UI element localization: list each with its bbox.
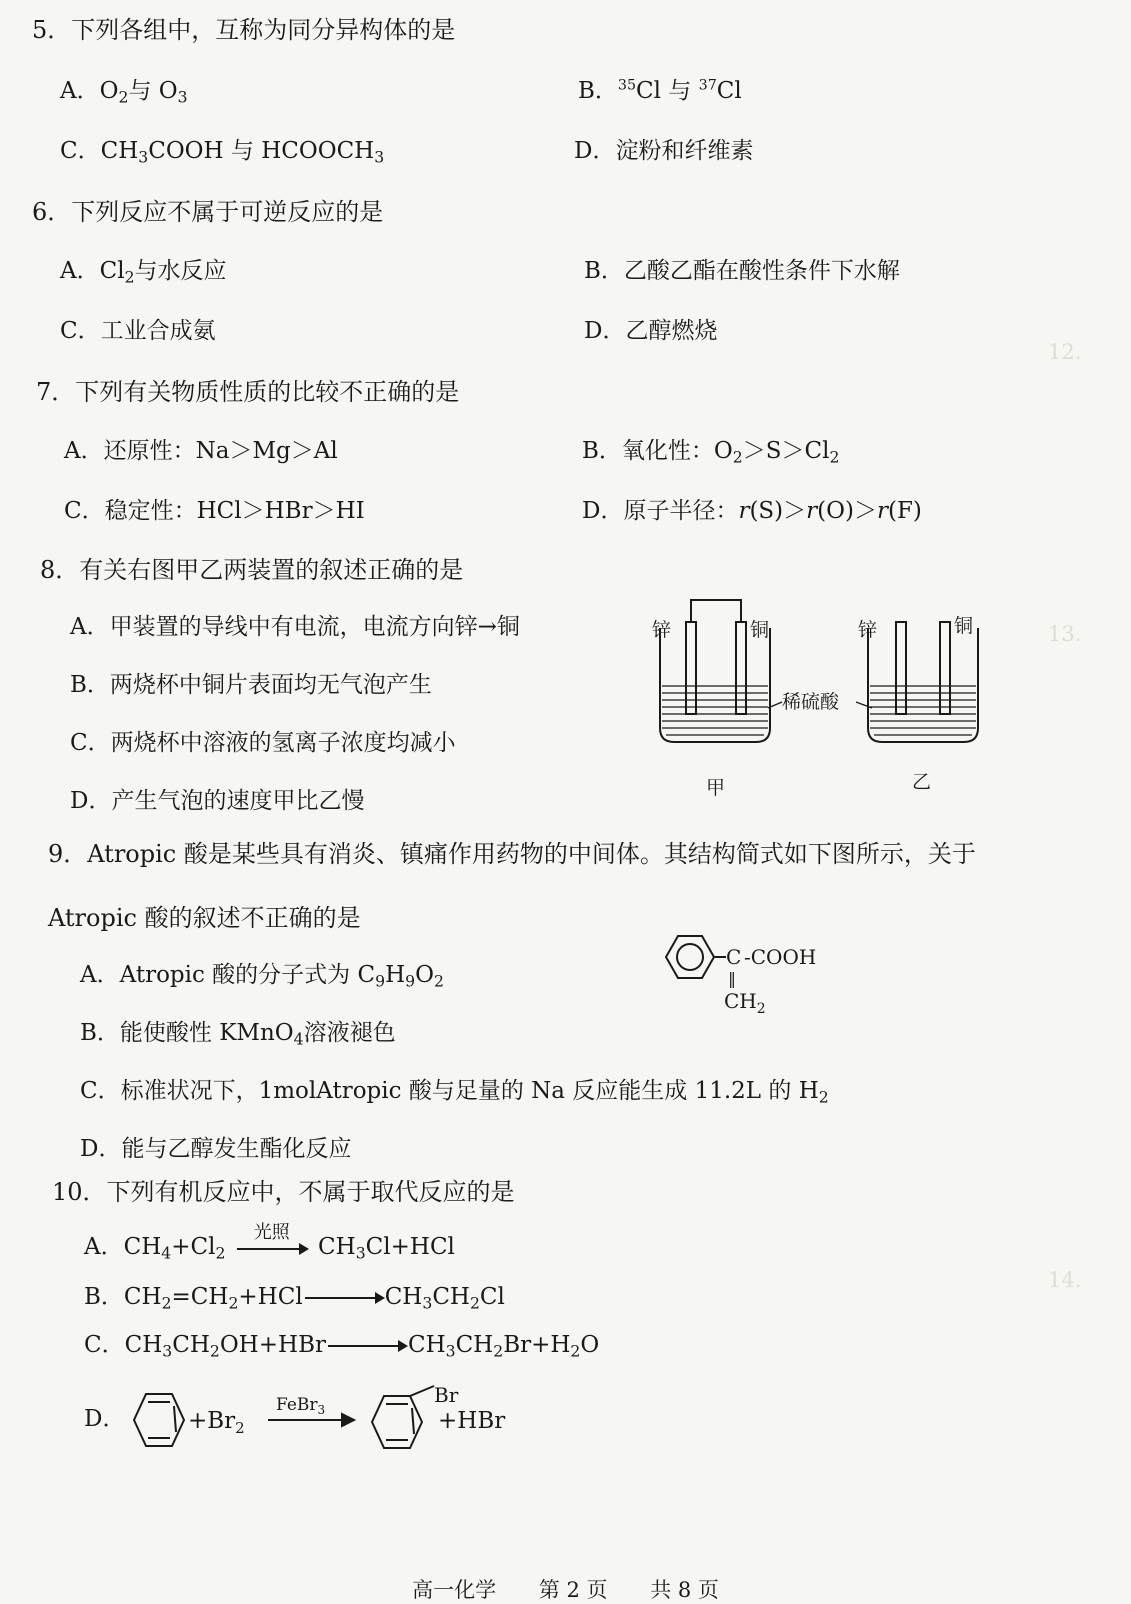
- q6-option-a: A．$Cl_2$与水反应: [60, 258, 227, 287]
- label-yi: 乙: [912, 771, 932, 793]
- q7-option-a: A．还原性：Na＞Mg＞Al: [64, 438, 338, 464]
- beaker-jia: [660, 628, 770, 742]
- q8-option-c: C．两烧杯中溶液的氢离子浓度均减小: [70, 730, 456, 756]
- q8-option-b: B．两烧杯中铜片表面均无气泡产生: [70, 672, 432, 698]
- bromo-substituent: Br: [434, 1384, 459, 1407]
- q5-option-d: D．淀粉和纤维素: [574, 138, 754, 164]
- q7-option-d: D．原子半径：r(S)＞r(O)＞r(F): [582, 498, 922, 524]
- q10-option-a: A．$CH_4+Cl_2$ 光照 $CH_3Cl+HCl$: [84, 1222, 455, 1263]
- q6-option-c: C．工业合成氨: [60, 318, 216, 344]
- q8-option-d: D．产生气泡的速度甲比乙慢: [70, 788, 365, 814]
- footer-page-number: 第 2 页: [538, 1578, 608, 1602]
- q8-option-a: A．甲装置的导线中有电流，电流方向锌→铜: [70, 614, 520, 640]
- question-9-stem-line2: Atropic 酸的叙述不正确的是: [48, 904, 361, 932]
- q5-option-b: B．$^{35}$Cl 与 $^{37}$Cl: [578, 77, 742, 104]
- q6-option-b: B．乙酸乙酯在酸性条件下水解: [584, 258, 900, 284]
- q7-option-c: C．稳定性：HCl＞HBr＞HI: [64, 498, 365, 524]
- structure-cooh: -COOH: [744, 945, 817, 969]
- question-10-stem: 10．下列有机反应中，不属于取代反应的是: [52, 1178, 515, 1206]
- label-copper-yi: 铜: [954, 615, 974, 637]
- structure-carbon: C: [726, 945, 742, 969]
- beaker-yi: [868, 628, 978, 742]
- q9-option-a: A．Atropic 酸的分子式为 $C_9H_9O_2$: [80, 962, 444, 991]
- q9-option-d: D．能与乙醇发生酯化反应: [80, 1136, 352, 1162]
- label-copper-jia: 铜: [750, 619, 770, 641]
- q10-option-b: B．$CH_2=CH_2+HCl$ $CH_3CH_2Cl$: [84, 1284, 505, 1313]
- question-6-stem: 6．下列反应不属于可逆反应的是: [32, 198, 384, 226]
- reaction-arrow: [328, 1345, 406, 1347]
- q9-option-c: C．标准状况下，1molAtropic 酸与足量的 Na 反应能生成 11.2L 的 $H_2$: [80, 1078, 829, 1107]
- benzene-ring: [666, 936, 714, 978]
- label-zinc-yi: 锌: [858, 619, 878, 641]
- atropic-acid-structure: [648, 920, 848, 1020]
- label-jia: 甲: [706, 777, 726, 799]
- bleed-through-mark: 13.: [1048, 622, 1082, 646]
- bleed-through-mark: 14.: [1048, 1268, 1082, 1292]
- question-8-stem: 8．有关右图甲乙两装置的叙述正确的是: [40, 556, 464, 584]
- galvanic-cell-figure: [640, 590, 1010, 810]
- q10-option-d-equation: [126, 1384, 586, 1464]
- connecting-wire: [691, 600, 741, 622]
- q6-option-d: D．乙醇燃烧: [584, 318, 718, 344]
- q7-option-b: B．氧化性：$O_2>S>Cl_2$: [582, 438, 840, 467]
- question-7-stem: 7．下列有关物质性质的比较不正确的是: [36, 378, 460, 406]
- q5-option-c: C．$CH_3COOH$ 与 $HCOOCH_3$: [60, 138, 385, 167]
- catalyst-febr3: FeBr$_3$: [276, 1395, 326, 1417]
- footer-total-pages: 共 8 页: [650, 1578, 719, 1602]
- structure-ch2: $CH_2$: [724, 989, 766, 1017]
- structure-double-bond: ‖: [728, 969, 736, 988]
- q10-option-c: C．$CH_3CH_2OH+HBr$ $CH_3CH_2Br+H_2O$: [84, 1332, 600, 1361]
- q10-option-d-label: D．: [84, 1406, 126, 1432]
- label-dilute-sulfuric-acid: 稀硫酸: [782, 691, 840, 713]
- bromine-reactant: $+Br_2$: [188, 1408, 245, 1437]
- reaction-arrow: [305, 1297, 383, 1299]
- benzene-ring-circle: [677, 944, 703, 970]
- question-5-stem: 5．下列各组中，互称为同分异构体的是: [32, 16, 456, 44]
- question-9-stem-line1: 9．Atropic 酸是某些具有消炎、镇痛作用药物的中间体。其结构简式如下图所示，关于: [48, 840, 976, 868]
- label-zinc-jia: 锌: [652, 619, 672, 641]
- footer-subject: 高一化学: [412, 1578, 497, 1602]
- q9-option-b: B．能使酸性 KMnO$_4$溶液褪色: [80, 1020, 396, 1049]
- reaction-arrow-light: 光照: [237, 1246, 307, 1250]
- q5-option-a: A．$O_2$与 $O_3$: [60, 78, 188, 107]
- hbr-product: +HBr: [438, 1408, 506, 1434]
- bleed-through-mark: 12.: [1048, 340, 1082, 364]
